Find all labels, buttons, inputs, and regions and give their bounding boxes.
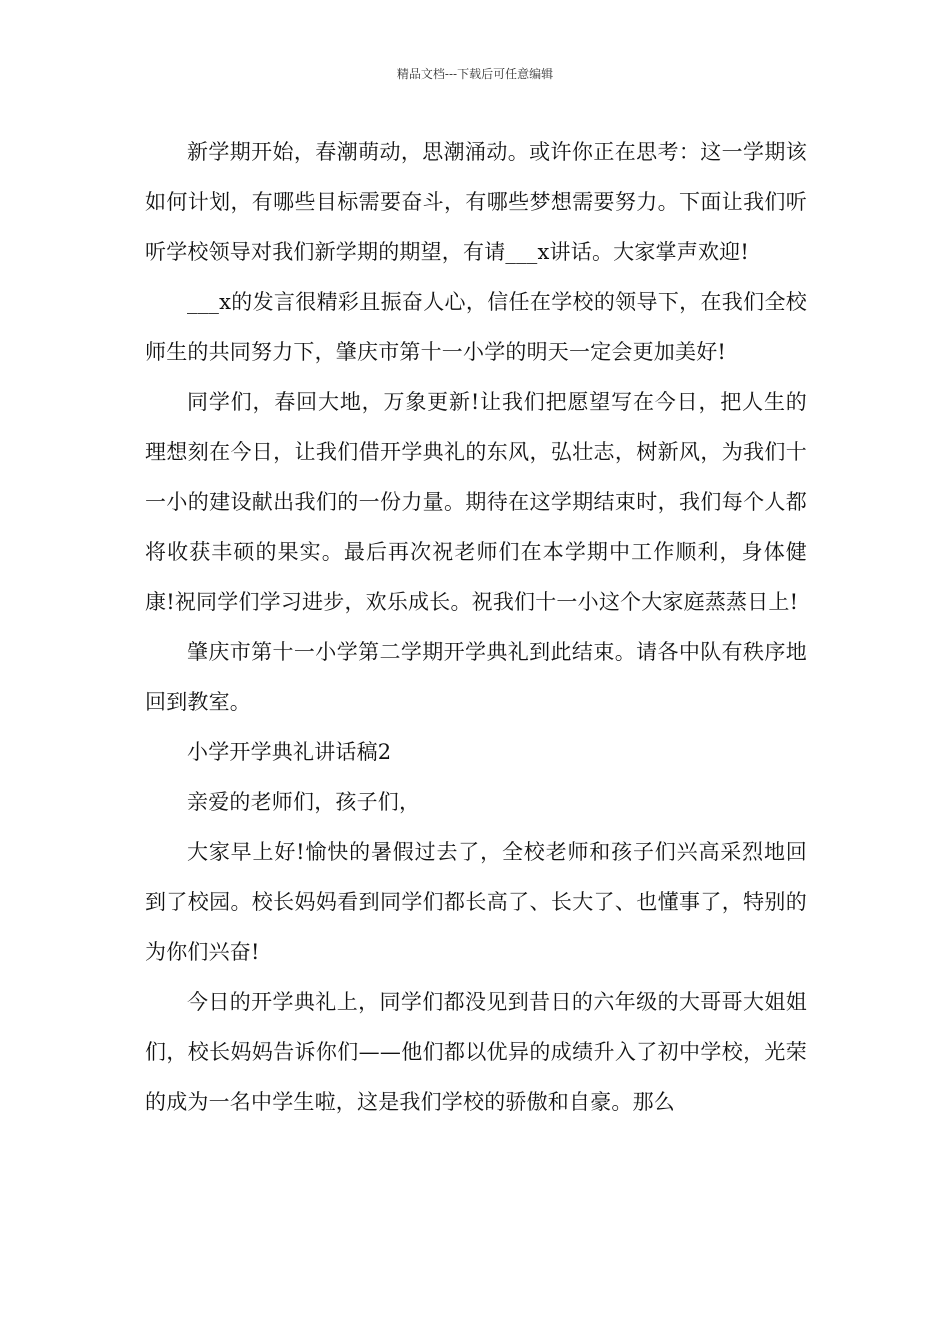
paragraph-greeting: 大家早上好!愉快的暑假过去了，全校老师和孩子们兴高采烈地回到了校园。校长妈妈看到同学们都长高了、长大了、也懂事了，特别的为你们兴奋!	[145, 840, 807, 964]
paragraph-opening: 新学期开始，春潮萌动，思潮涌动。或许你正在思考：这一学期该如何计划，有哪些目标需要奋斗，有哪些梦想需要努力。下面让我们听听学校领导对我们新学期的期望，有请___x讲话。大家掌声欢迎!	[145, 140, 807, 264]
paragraph-salutation: 亲爱的老师们，孩子们，	[187, 790, 421, 814]
paragraph-graduates: 今日的开学典礼上，同学们都没见到昔日的六年级的大哥哥大姐姐们，校长妈妈告诉你们——他们都以优异的成绩升入了初中学校，光荣的成为一名中学生啦，这是我们学校的骄傲和自豪。那么	[145, 990, 807, 1114]
paragraph-ceremony-end: 肇庆市第十一小学第二学期开学典礼到此结束。请各中队有秩序地回到教室。	[145, 640, 807, 714]
paragraph-response: ___x的发言很精彩且振奋人心，信任在学校的领导下，在我们全校师生的共同努力下，肇庆市第十一小学的明天一定会更加美好!	[145, 290, 807, 364]
paragraph-closing-wishes: 同学们，春回大地，万象更新!让我们把愿望写在今日，把人生的理想刻在今日，让我们借开学典礼的东风，弘壮志，树新风，为我们十一小的建设献出我们的一份力量。期待在这学期结束时，我们每个人都将收获丰硕的果实。最后再次祝老师们在本学期中工作顺利，身体健康!祝同学们学习进步，欢乐成长。祝我们十一小这个大家庭蒸蒸日上!	[145, 390, 807, 614]
section-title: 小学开学典礼讲话稿2	[187, 740, 392, 764]
document-body	[145, 127, 807, 1127]
page-header: 精品文档---下载后可任意编辑	[396, 67, 554, 81]
